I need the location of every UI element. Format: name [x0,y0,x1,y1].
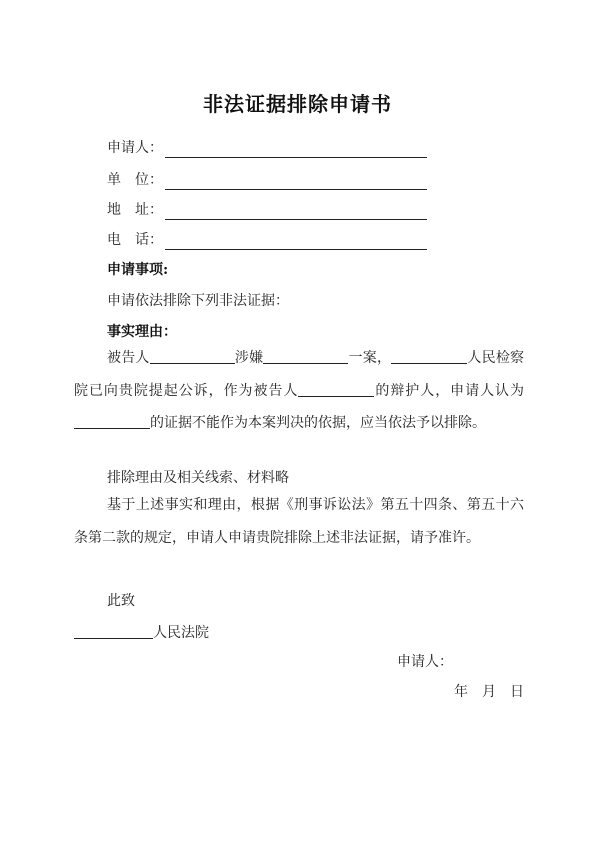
applicant-field [107,138,427,158]
phone-field [107,230,427,250]
matter-text: 申请依法排除下列非法证据： [107,293,289,309]
unit-colon: ： [149,172,163,188]
document-title: 非法证据排除申请书 [203,92,392,116]
facts-heading: 事实理由： [107,324,177,340]
phone-label: 电 话 [107,232,149,248]
defendant-blank [150,347,235,364]
phone-colon: ： [149,232,163,248]
court-line [74,622,209,643]
procuratorate-blank [391,347,467,364]
date-line: 年 月 日 [454,684,524,700]
applicant-blank-line [165,141,427,158]
address-colon: ： [149,202,163,218]
phone-blank-line [165,233,427,250]
unit-field [107,170,427,190]
charge-blank [263,347,348,364]
salutation: 此致 [107,593,135,609]
facts-text-3: 一案， [348,350,392,366]
address-blank-line [165,203,427,220]
matter-heading: 申请事项: [107,262,169,278]
applicant-label: 申请人 [107,140,149,156]
defendant-name-blank [298,380,374,397]
facts-text-5: 的辩护人，申请人认为 [374,382,525,399]
facts-paragraph [74,342,524,440]
facts-text-6: 的证据不能作为本案判决的依据，应当依法予以排除。 [150,415,486,431]
applicant-colon: ： [149,140,163,156]
court-suffix: 人民法院 [153,625,209,641]
address-field [107,200,427,220]
facts-text-2: 涉嫌 [234,350,264,366]
address-label: 地 址 [107,202,149,218]
court-blank [74,622,153,639]
unit-blank-line [165,173,427,190]
facts-text-4: 人民检察院已向贵院提起公诉，作为被告人 [74,350,525,399]
facts-text-1: 被告人 [107,350,150,366]
evidence-blank [74,412,150,429]
signer-line: 申请人： [397,654,453,670]
unit-label: 单 位 [107,172,149,188]
reasons-text: 排除理由及相关线索、材料略 [107,470,289,486]
basis-paragraph: 基于上述事实和理由，根据《刑事诉讼法》第五十四条、第五十六条第二款的规定，申请人申请贵院排除上述非法证据，请予准许。 [74,497,524,546]
